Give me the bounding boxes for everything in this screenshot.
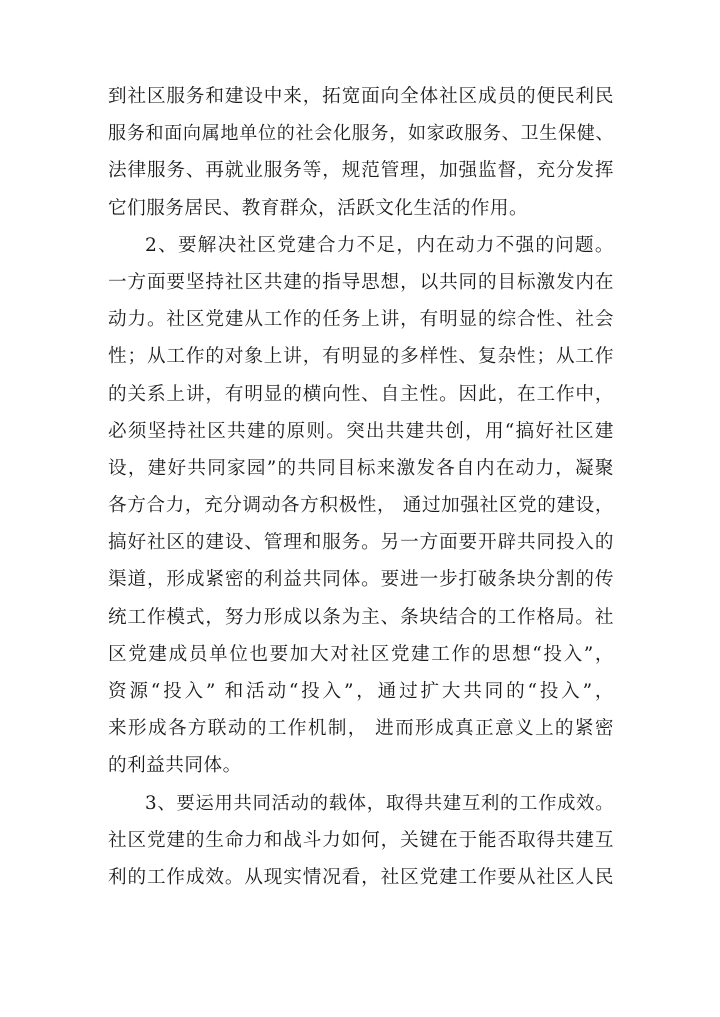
text-line-9: 的关系上讲，有明显的横向性、自主性。因此，在工作中， bbox=[108, 383, 614, 405]
text-line-19: 的利益共同体。 bbox=[108, 755, 242, 777]
text-line-18: 来形成各方联动的工作机制， 进而形成真正意义上的紧密 bbox=[108, 718, 614, 740]
text-line-3: 法律服务、再就业服务等，规范管理，加强监督，充分发挥 bbox=[108, 160, 614, 182]
text-line-8: 性；从工作的对象上讲，有明显的多样性、复杂性；从工作 bbox=[108, 346, 614, 368]
text-line-21: 社区党建的生命力和战斗力如何，关键在于能否取得共建互 bbox=[108, 829, 614, 851]
text-line-6: 一方面要坚持社区共建的指导思想，以共同的目标激发内在 bbox=[108, 271, 614, 293]
text-line-1: 到社区服务和建设中来，拓宽面向全体社区成员的便民利民 bbox=[108, 86, 614, 107]
text-line-14: 渠道，形成紧密的利益共同体。要进一步打破条块分割的传 bbox=[108, 569, 614, 591]
text-line-12: 各方合力，充分调动各方积极性， 通过加强社区党的建设， bbox=[108, 495, 614, 517]
text-line-15: 统工作模式，努力形成以条为主、条块结合的工作格局。社 bbox=[108, 606, 614, 628]
text-line-7: 动力。社区党建从工作的任务上讲，有明显的综合性、社会 bbox=[108, 309, 614, 331]
paragraph-2-heading: 2、要解决社区党建合力不足，内在动力不强的问题。 bbox=[145, 234, 614, 256]
text-line-11: 设，建好共同家园”的共同目标来激发各自内在动力，凝聚 bbox=[108, 457, 614, 479]
text-line-16: 区党建成员单位也要加大对社区党建工作的思想“投入”， bbox=[108, 643, 614, 665]
text-line-4: 它们服务居民、教育群众，活跃文化生活的作用。 bbox=[108, 197, 529, 219]
text-line-17: 资源“投入” 和活动“投入”，通过扩大共同的“投入”， bbox=[108, 681, 614, 702]
text-line-2: 服务和面向属地单位的社会化服务，如家政服务、卫生保健、 bbox=[108, 123, 614, 145]
paragraph-3-heading: 3、要运用共同活动的载体，取得共建互利的工作成效。 bbox=[145, 792, 614, 814]
text-line-22: 利的工作成效。从现实情况看，社区党建工作要从社区人民 bbox=[108, 866, 614, 888]
text-line-13: 搞好社区的建设、管理和服务。另一方面要开辟共同投入的 bbox=[108, 532, 614, 554]
text-line-10: 必须坚持社区共建的原则。突出共建共创，用“搞好社区建 bbox=[108, 420, 614, 442]
document-body bbox=[108, 78, 614, 896]
